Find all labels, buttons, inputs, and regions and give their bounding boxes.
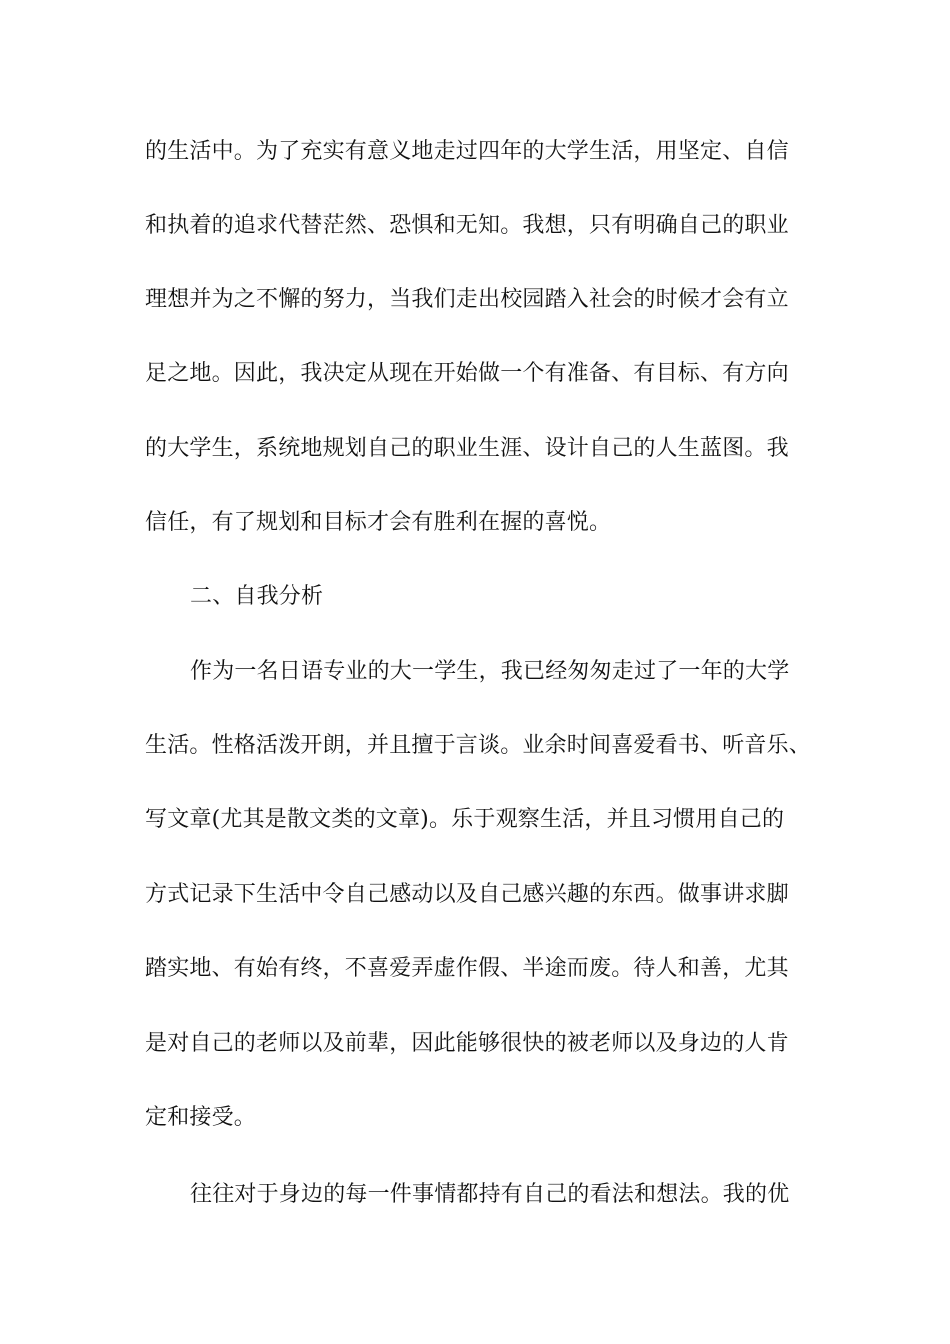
text-line: 生活。性格活泼开朗，并且擅于言谈。业余时间喜爱看书、听音乐、: [145, 733, 812, 758]
text-line: 方式记录下生活中令自己感动以及自己感兴趣的东西。做事讲求脚: [145, 882, 789, 907]
text-line: 理想并为之不懈的努力，当我们走出校园踏入社会的时候才会有立: [145, 287, 789, 312]
text-line: 踏实地、有始有终，不喜爱弄虚作假、半途而废。待人和善，尤其: [145, 956, 789, 981]
section-heading: 二、自我分析: [190, 584, 324, 609]
text-line: 足之地。因此，我决定从现在开始做一个有准备、有目标、有方向: [145, 361, 789, 386]
text-line: 的生活中。为了充实有意义地走过四年的大学生活，用坚定、自信: [145, 139, 789, 164]
text-line: 作为一名日语专业的大一学生，我已经匆匆走过了一年的大学: [190, 659, 790, 684]
text-line: 写文章(尤其是散文类的文章)。乐于观察生活，并且习惯用自己的: [145, 807, 785, 832]
text-line: 定和接受。: [145, 1105, 257, 1130]
text-line: 信任，有了规划和目标才会有胜利在握的喜悦。: [145, 510, 612, 535]
text-line: 是对自己的老师以及前辈，因此能够很快的被老师以及身边的人肯: [145, 1031, 789, 1056]
text-line: 往往对于身边的每一件事情都持有自己的看法和想法。我的优: [190, 1182, 790, 1207]
text-line: 的大学生，系统地规划自己的职业生涯、设计自己的人生蓝图。我: [145, 436, 789, 461]
text-line: 和执着的追求代替茫然、恐惧和无知。我想，只有明确自己的职业: [145, 213, 789, 238]
